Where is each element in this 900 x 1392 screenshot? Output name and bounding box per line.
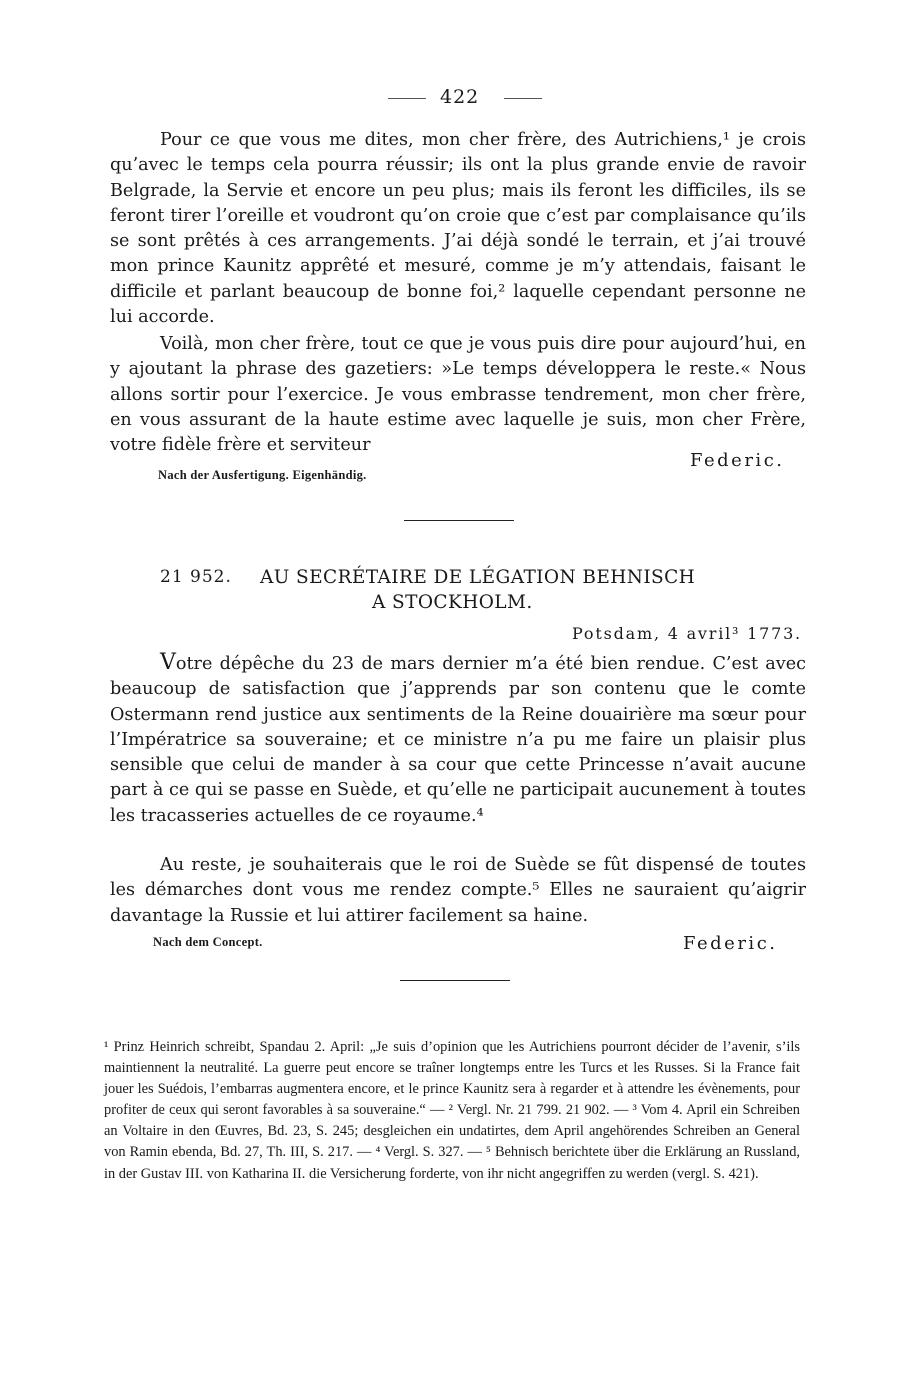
- letter2-dateline: Potsdam, 4 avril³ 1773.: [572, 624, 802, 643]
- letter-number: 21 952.: [160, 567, 232, 587]
- letter1-paragraph-1: Pour ce que vous me dites, mon cher frère, des Autrichiens,¹ je crois qu’avec le temps cela pourra réussir; ils ont la plus grande envie de ravoir Belgrade, la Servie et encore un peu plus; mais ils feront les difficiles, ils se feront tirer l’oreille et voudront qu’on croie que c’est par complaisance qu’ils se sont prêtés à ces arrangements. J’ai déjà sondé le terrain, et j’ai trouvé mon prince Kaunitz apprêté et mesuré, comme je m’y attendais, faisant le difficile et parlant beaucoup de bonne foi,² laquelle cependant personne ne lui accorde.: [110, 130, 806, 328]
- letter2-signature: Federic.: [683, 933, 778, 954]
- letter2-paragraph-1: [110, 650, 806, 829]
- letter1-paragraph-2: Voilà, mon cher frère, tout ce que je vous puis dire pour aujourd’hui, en y ajoutant la phrase des gazetiers: »Le temps développera le reste.« Nous allons sortir pour l’exercice. Je vous embrasse tendrement, mon cher frère, en vous assurant de la haute estime avec laquelle je suis, mon cher Frère, votre fidèle frère et serviteur: [110, 334, 806, 456]
- page-number: 422: [440, 86, 480, 108]
- header-dash-left: [388, 98, 426, 99]
- page-header: [0, 86, 900, 110]
- footnotes: ¹ Prinz Heinrich schreibt, Spandau 2. April: „Je suis d’opinion que les Autrichiens pourront décider de l’avenir, s’ils maintiennent la neutralité. La guerre peut encore se traîner longtemps entre les Turcs et les Russes. Si la France fait jouer les Suédois, l’embarras augmentera encore, et le prince Kaunitz sera à regarder et à attendre les évènements, pour profiter de ceux qui seront favorables à sa souveraine.“ — ² Vergl. Nr. 21 799. 21 902. — ³ Vom 4. April ein Schreiben an Voltaire in den Œuvres, Bd. 23, S. 245; desgleichen ein undatirtes, dem April angehörendes Schreiben an General von Ramin ebenda, Bd. 27, Th. III, S. 217. — ⁴ Vergl. S. 327. — ⁵ Behnisch berichtete über die Erklärung an Russland, in der Gustav III. von Katharina II. die Versicherung forderte, von ihr nicht angegriffen zu werden (vergl. S. 421).: [104, 1039, 800, 1182]
- letter2-source-note: Nach dem Concept.: [153, 935, 263, 949]
- footnote-divider: [400, 980, 510, 981]
- letter-title-line-2: A STOCKHOLM.: [372, 592, 533, 613]
- letter-title-line-1: AU SECRÉTAIRE DE LÉGATION BEHNISCH: [260, 567, 696, 588]
- letter1-signature: Federic.: [690, 450, 785, 471]
- letter2-paragraph-2: Au reste, je souhaiterais que le roi de Suède se fût dispensé de toutes les démarches dont vous me rendez compte.⁵ Elles ne sauraient qu’aigrir davantage la Russie et lui attirer facilement sa haine.: [110, 855, 806, 926]
- letter1-source-note: Nach der Ausfertigung. Eigenhändig.: [158, 468, 367, 482]
- header-dash-right: [504, 98, 542, 99]
- initial-letter: V: [160, 650, 176, 675]
- letter2-paragraph-1-text: otre dépêche du 23 de mars dernier m’a été bien rendue. C’est avec beaucoup de satisfaction que j’apprends par son contenu que le comte Ostermann rend justice aux sentiments de la Reine douairière ma sœur pour l’Impératrice sa souveraine; et ce ministre n’a pu me faire un plaisir plus sensible que celui de mander à sa cour que cette Princesse n’avait aucune part à ce qui se passe en Suède, et qu’elle ne participait aucunement à toutes les tracasseries actuelles de ce royaume.⁴: [110, 654, 806, 826]
- section-divider: [404, 520, 514, 521]
